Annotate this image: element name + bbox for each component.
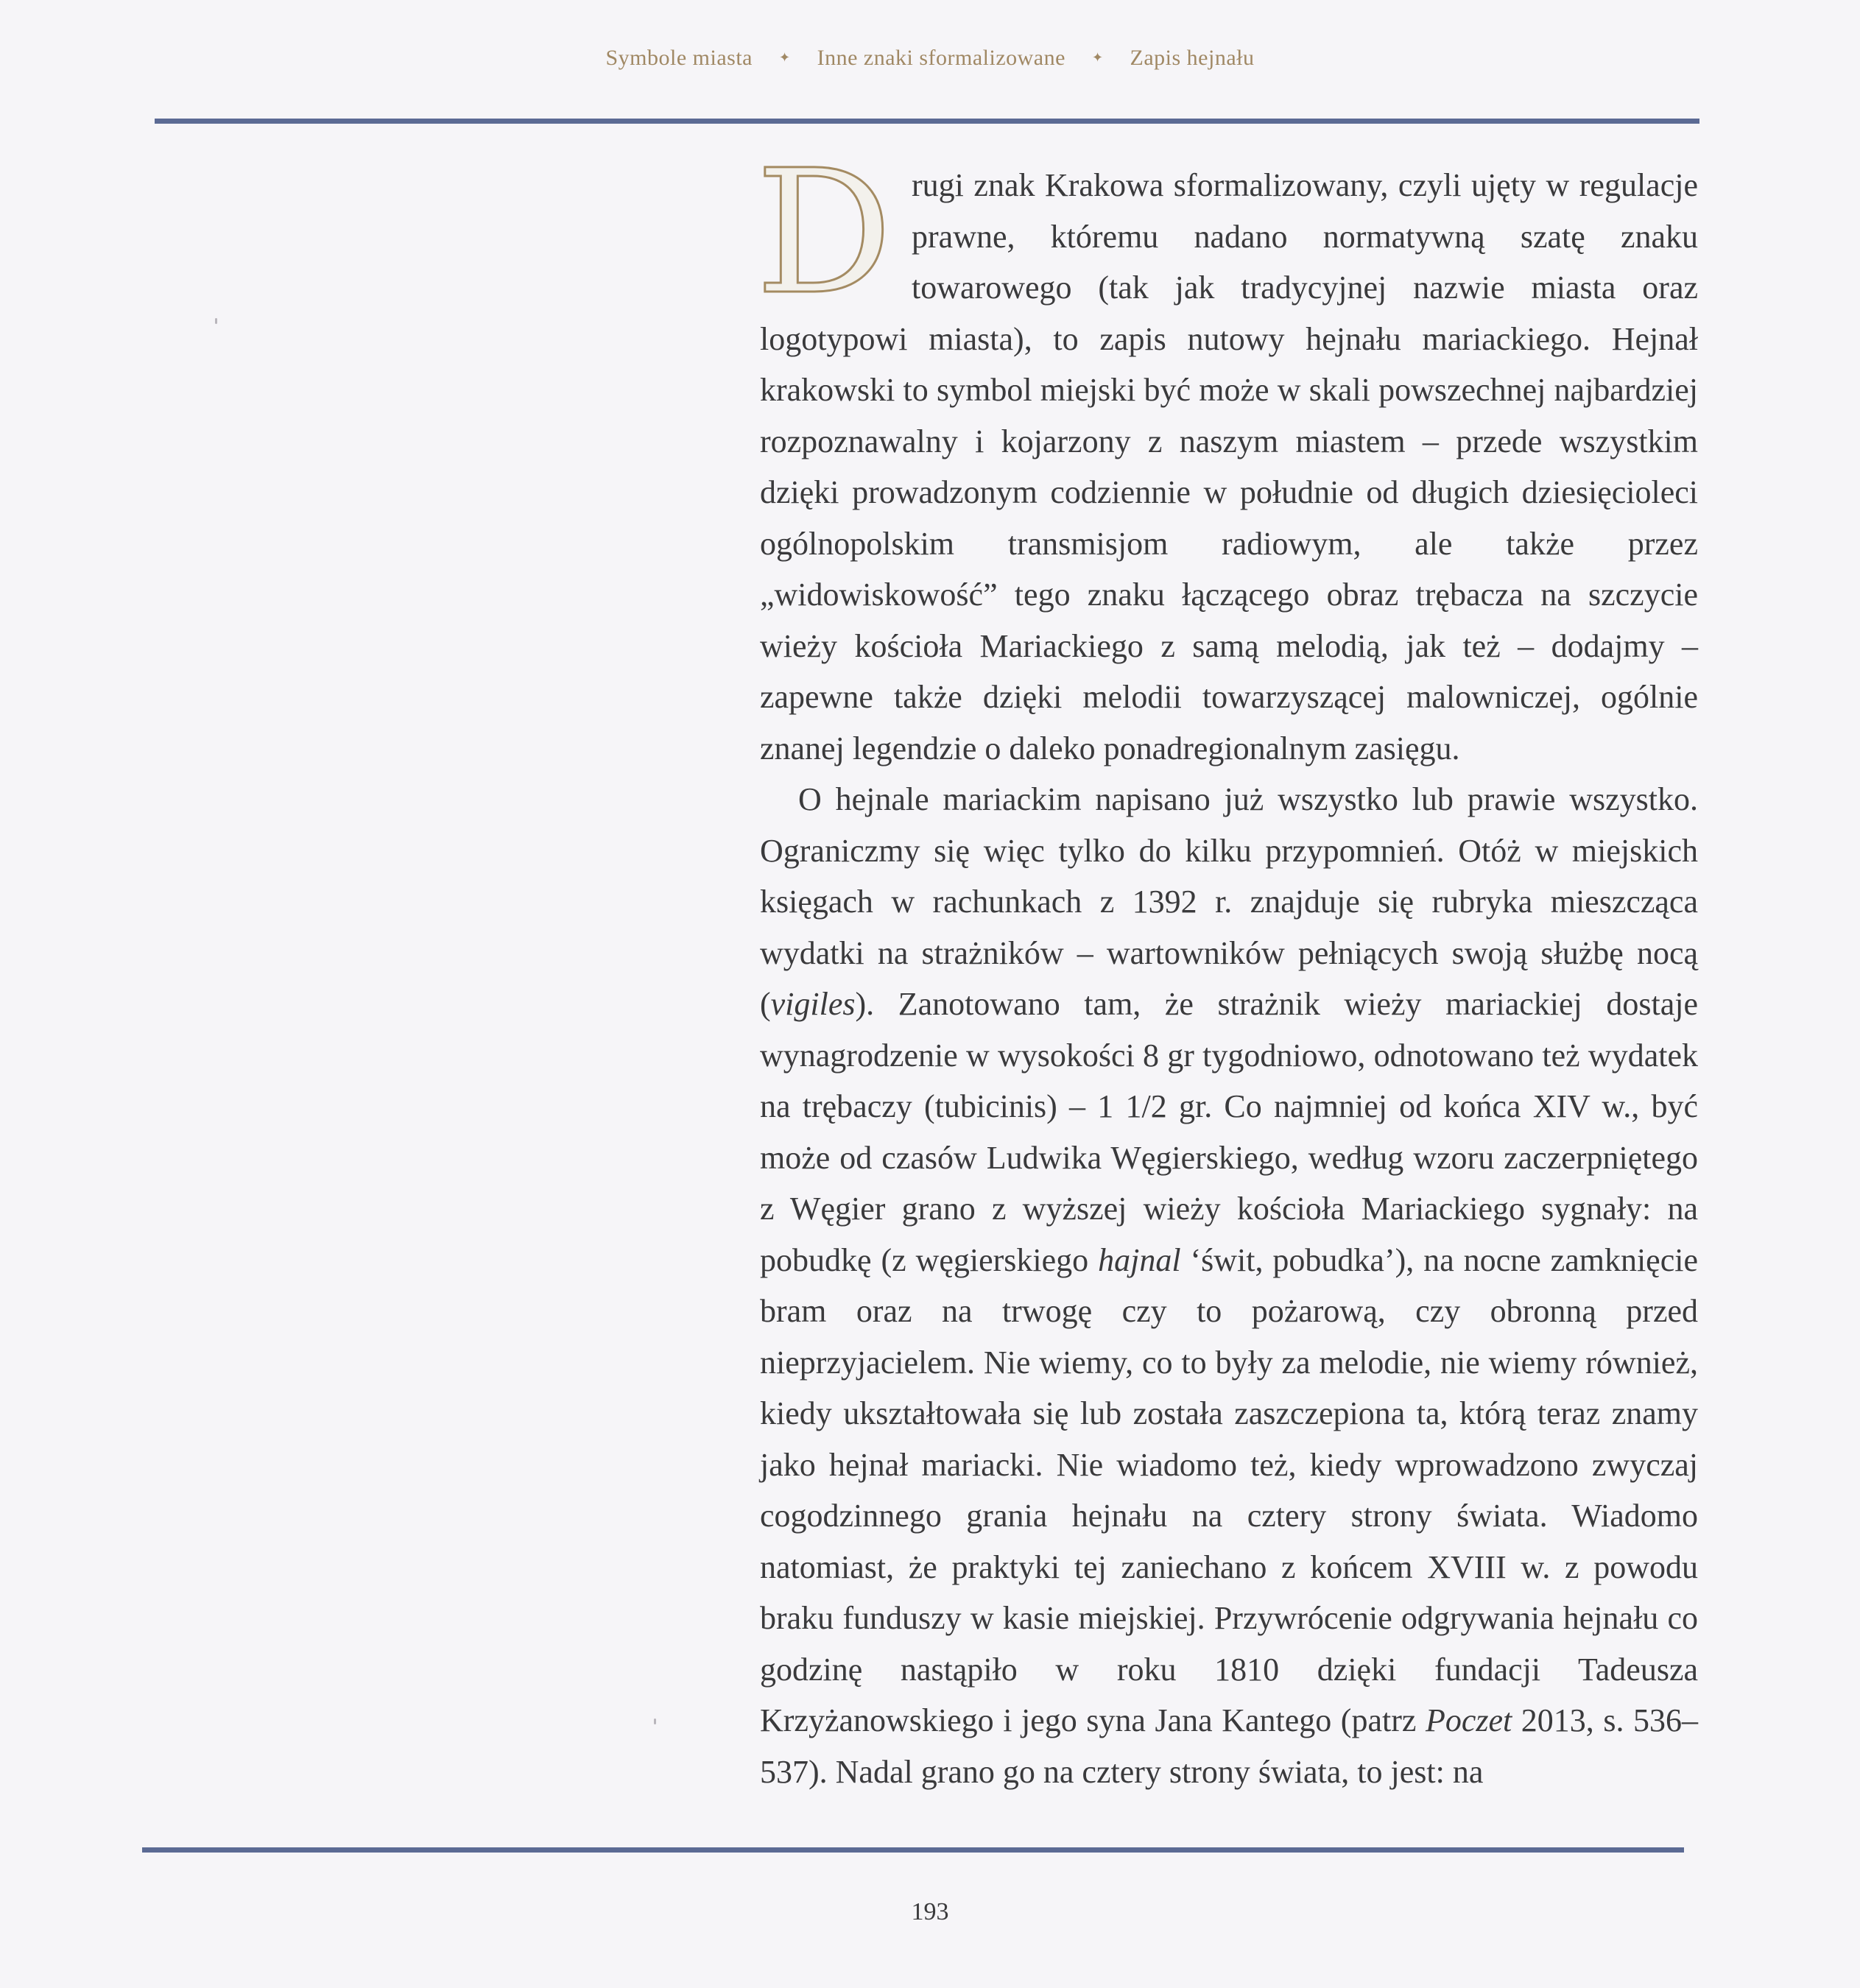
header-separator-icon: ✦ (1091, 49, 1104, 65)
header-crumb-topic: Zapis hejnału (1130, 46, 1255, 70)
term-hajnal: hajnal (1098, 1241, 1181, 1278)
paragraph-1 (755, 133, 1698, 774)
paragraph-2-text-b: ). Zanotowano tam, że strażnik wieży mariackiej dostaje wynagrodzenie w wysokości 8 gr tygodniowo, odnotowano też wydatek na trębaczy (tubicinis) – 1 1/2 gr. Co najmniej od końca XIV w., być może od czasów Ludwika Węgierskiego, według wzoru zaczerpniętego z Węgier grano z wyższej wieży kościoła Mariackiego sygnały: na pobudkę (z węgierskiego (760, 986, 1698, 1278)
citation-poczet: Poczet (1425, 1702, 1512, 1738)
running-header (0, 46, 1860, 71)
header-rule (155, 119, 1699, 124)
paper-speck (215, 318, 217, 324)
paragraph-2-text-a: O hejnale mariackim napisano już wszystko lub prawie wszystko. Ograniczmy się więc tylko do kilku przypomnień. Otóż w miejskich księgach w rachunkach z 1392 r. znajduje się rubryka mieszcząca wydatki na strażników – wartowników pełniących swoją służbę nocą ( (760, 781, 1698, 1022)
drop-cap: D (755, 133, 893, 332)
header-crumb-subsection: Inne znaki sformalizowane (817, 46, 1065, 70)
page-number: 193 (911, 1898, 949, 1925)
paragraph-2-text-d: 2013, s. 536–537). Nadal grano go na cztery strony świata, to jest: na (760, 1702, 1698, 1790)
article-body (755, 133, 1698, 1797)
paragraph-2-text-c: ‘świt, pobudka’), na nocne zamknięcie bram oraz na trwogę czy to pożarową, czy obronną przed nieprzyjacielem. Nie wiemy, co to były za melodie, nie wiemy również, kiedy ukształtowała się lub została zaszczepiona ta, którą teraz znamy jako hejnał mariacki. Nie wiadomo też, kiedy wprowadzono zwyczaj cogodzinnego grania hejnału na cztery strony świata. Wiadomo natomiast, że praktyki tej zaniechano z końcem XVIII w. z powodu braku funduszy w kasie miejskiej. Przywrócenie odgrywania hejnału co godzinę nastąpiło w roku 1810 dzięki fundacji Tadeusza Krzyżanowskiego i jego syna Jana Kantego (patrz (760, 1241, 1698, 1738)
header-separator-icon: ✦ (778, 49, 791, 65)
header-crumb-section: Symbole miasta (605, 46, 753, 70)
paper-speck (654, 1719, 656, 1724)
paragraph-1-text: rugi znak Krakowa sformalizowany, czyli ujęty w regulacje prawne, któremu nadano normatywną szatę znaku towarowego (tak jak tradycyjnej nazwie miasta oraz logotypowi miasta), to zapis nutowy hejnału mariackiego. Hejnał krakowski to symbol miejski być może w skali powszechnej najbardziej rozpoznawalny i kojarzony z naszym miastem – przede wszystkim dzięki prowadzonym codziennie w południe od długich dziesięcioleci ogólnopolskim transmisjom radiowym, ale także przez „widowiskowość” tego znaku łączącego obraz trębacza na szczycie wieży kościoła Mariackiego z samą melodią, jak też – dodajmy – zapewne także dzięki melodii towarzyszącej malowniczej, ogólnie znanej legendzie o daleko ponadregionalnym zasięgu. (760, 167, 1698, 766)
footer-rule (142, 1847, 1684, 1853)
term-vigiles: vigiles (770, 986, 856, 1022)
paragraph-2 (760, 774, 1698, 1797)
